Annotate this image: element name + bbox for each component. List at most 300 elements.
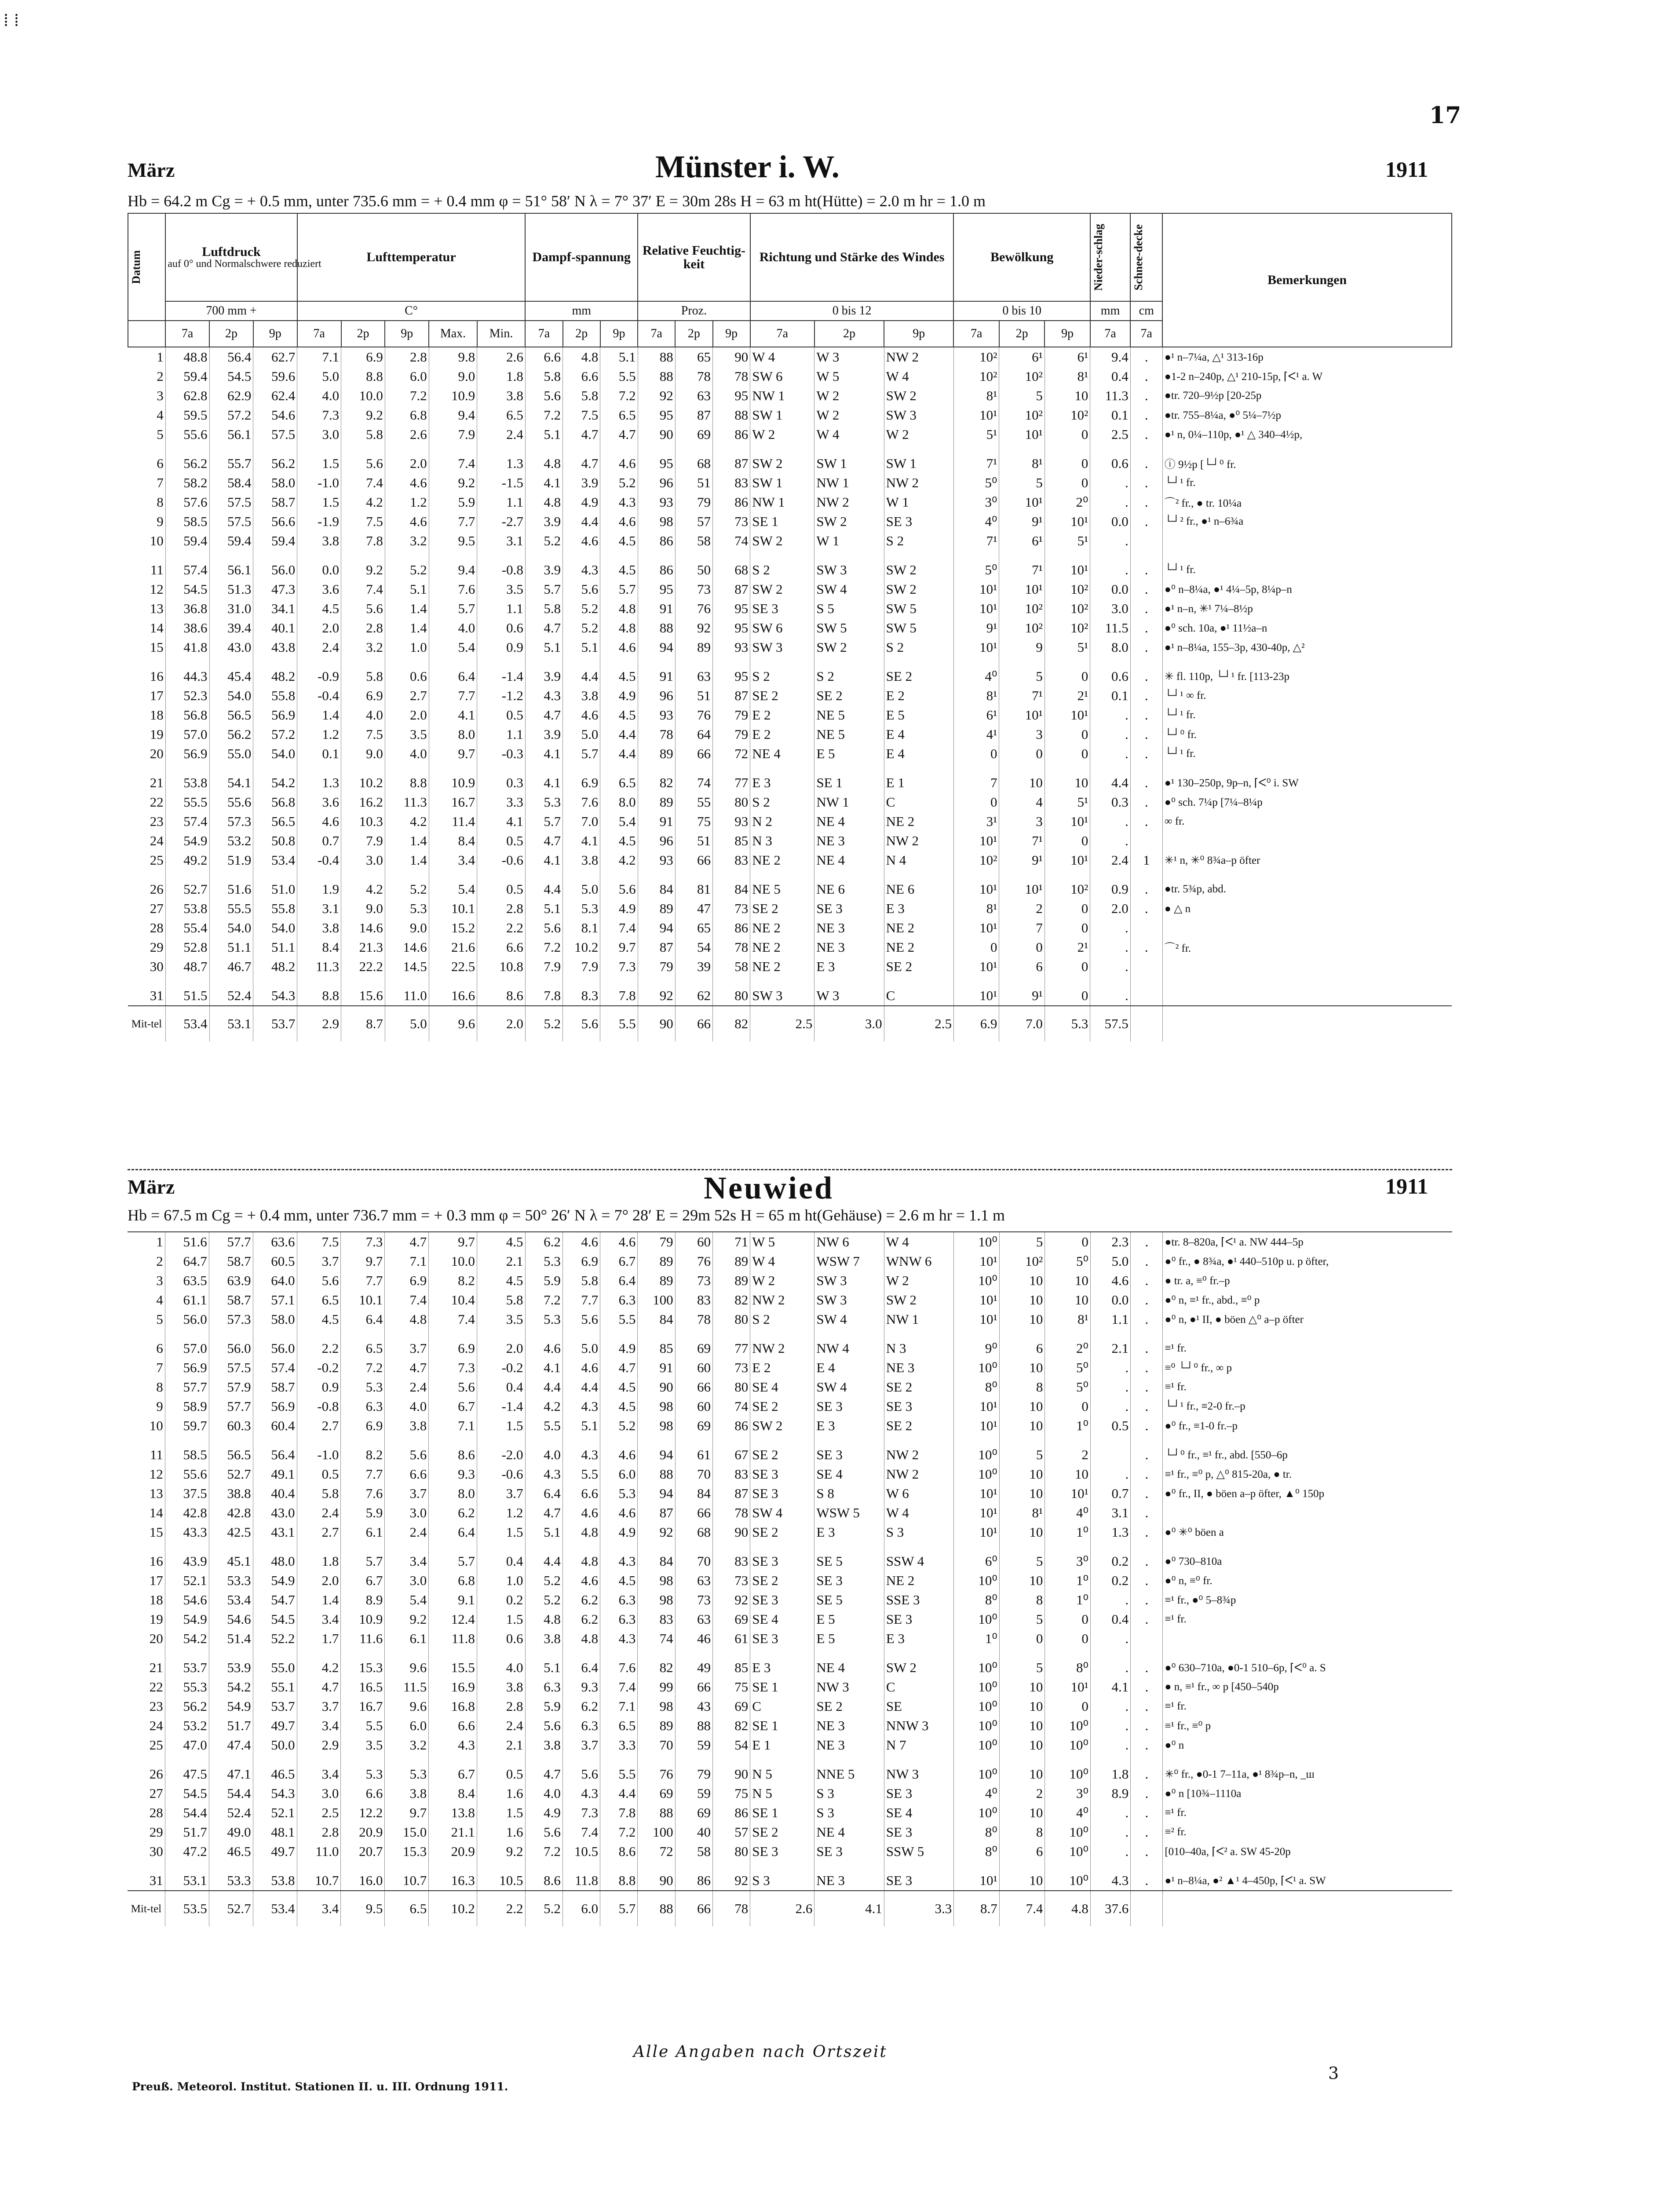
value-cell: 6.4 bbox=[562, 1648, 600, 1677]
value-cell: 4.5 bbox=[600, 1377, 638, 1397]
remark-cell: ●¹ n–8¼a, ●² ▲¹ 4–450p, ⌈ᐸ¹ a. SW bbox=[1165, 1875, 1326, 1887]
value-cell: 1.4 bbox=[297, 705, 341, 725]
value-cell: 5.3 bbox=[341, 1755, 385, 1784]
value-cell: 51.0 bbox=[253, 870, 297, 899]
value-cell: S 2 bbox=[884, 531, 953, 551]
value-cell: 58.0 bbox=[253, 1310, 297, 1329]
value-cell: 4.8 bbox=[562, 1629, 600, 1648]
table-row bbox=[128, 1252, 1452, 1271]
value-cell bbox=[1130, 957, 1162, 976]
value-cell: 5.3 bbox=[563, 899, 600, 918]
value-cell: 7.2 bbox=[600, 1823, 638, 1842]
value-cell: 82 bbox=[712, 1290, 750, 1310]
value-cell: 4.8 bbox=[525, 493, 562, 512]
value-cell: 88 bbox=[675, 1716, 712, 1735]
publisher-line: Preuß. Meteorol. Institut. Stationen II. u. III. Ordnung 1911. bbox=[132, 2080, 508, 2093]
value-cell: 3.0 bbox=[341, 851, 385, 870]
value-cell: 8.0 bbox=[1090, 638, 1130, 657]
value-cell: 8.9 bbox=[341, 1590, 385, 1610]
value-cell: . bbox=[1090, 1842, 1130, 1861]
value-cell: 53.7 bbox=[253, 1697, 297, 1716]
hour-7a: 7a bbox=[1130, 321, 1162, 347]
value-cell: 95 bbox=[638, 405, 675, 425]
value-cell: 10⁰ bbox=[954, 1755, 1000, 1784]
value-cell: 8⁰ bbox=[954, 1842, 1000, 1861]
value-cell: 90 bbox=[638, 425, 675, 444]
value-cell: 11.0 bbox=[297, 1842, 341, 1861]
value-cell: 0.9 bbox=[297, 1377, 341, 1397]
remark-cell: ●⁰ n–8¼a, ●¹ 4¼–5p, 8¼p–n bbox=[1164, 584, 1292, 595]
value-cell: . bbox=[1130, 705, 1162, 725]
value-cell: 39.4 bbox=[209, 618, 253, 638]
value-cell: 0 bbox=[1045, 1232, 1091, 1252]
value-cell: 59 bbox=[675, 1735, 712, 1755]
value-cell: NE 2 bbox=[750, 918, 814, 938]
value-cell: 6.2 bbox=[562, 1590, 600, 1610]
value-cell: S 3 bbox=[814, 1784, 884, 1803]
day-cell: 10 bbox=[128, 1416, 165, 1436]
value-cell: 10⁰ bbox=[954, 1232, 1000, 1252]
table-row bbox=[128, 1310, 1452, 1329]
value-cell: 5.8 bbox=[297, 1484, 341, 1503]
value-cell: 10 bbox=[999, 1358, 1045, 1377]
value-cell: 56.2 bbox=[165, 444, 209, 473]
value-cell: 84 bbox=[638, 1310, 675, 1329]
value-cell: 99 bbox=[638, 1677, 675, 1697]
value-cell: 86 bbox=[638, 551, 675, 580]
value-cell: 6¹ bbox=[1045, 347, 1090, 367]
value-cell: 73 bbox=[675, 1590, 712, 1610]
value-cell: 65 bbox=[675, 918, 712, 938]
value-cell: 10.0 bbox=[429, 1252, 477, 1271]
value-cell: E 4 bbox=[814, 1358, 884, 1377]
value-cell: . bbox=[1130, 899, 1162, 918]
value-cell: . bbox=[1131, 1571, 1163, 1590]
value-cell: 4.5 bbox=[600, 551, 638, 580]
value-cell: NE 3 bbox=[814, 938, 884, 957]
value-cell: 56.2 bbox=[165, 1697, 209, 1716]
value-cell: 88 bbox=[713, 405, 750, 425]
value-cell: 88 bbox=[638, 1803, 675, 1823]
remark-cell: └┘¹ fr. bbox=[1164, 748, 1196, 760]
value-cell: 5.6 bbox=[341, 444, 385, 473]
value-cell: 10² bbox=[1045, 599, 1090, 618]
page-number: 17 bbox=[1429, 102, 1461, 129]
day-cell: 5 bbox=[128, 425, 165, 444]
value-cell: 79 bbox=[638, 1232, 675, 1252]
value-cell: 6.4 bbox=[429, 1523, 477, 1542]
value-cell: 0 bbox=[999, 1629, 1045, 1648]
hour-2p: 2p bbox=[814, 321, 884, 347]
value-cell: 89 bbox=[638, 899, 675, 918]
value-cell: 0.2 bbox=[1090, 1542, 1130, 1571]
value-cell bbox=[1130, 976, 1162, 1006]
value-cell: 88 bbox=[638, 367, 675, 386]
value-cell: . bbox=[1090, 1358, 1130, 1377]
value-cell: 73 bbox=[713, 899, 750, 918]
value-cell: . bbox=[1131, 1861, 1163, 1891]
value-cell: 4.2 bbox=[341, 493, 385, 512]
value-cell: 88 bbox=[638, 618, 675, 638]
value-cell: 95 bbox=[713, 386, 750, 405]
value-cell: 5.0 bbox=[563, 725, 600, 744]
value-cell: 10¹ bbox=[1045, 851, 1090, 870]
station2-name: Neuwied bbox=[704, 1170, 834, 1205]
value-cell: 2.5 bbox=[297, 1803, 341, 1823]
day-cell: 25 bbox=[128, 1735, 165, 1755]
value-cell: 2.9 bbox=[297, 1735, 341, 1755]
value-cell: 4.6 bbox=[1090, 1271, 1130, 1290]
value-cell: 55.3 bbox=[165, 1677, 209, 1697]
day-cell: 11 bbox=[128, 1436, 165, 1465]
value-cell: 54.9 bbox=[165, 831, 209, 851]
value-cell: 10¹ bbox=[999, 705, 1045, 725]
value-cell: 3.8 bbox=[563, 851, 600, 870]
value-cell: 79 bbox=[713, 725, 750, 744]
value-cell: E 3 bbox=[884, 1629, 953, 1648]
value-cell: 5.3 bbox=[385, 1755, 429, 1784]
value-cell: . bbox=[1131, 1358, 1163, 1377]
day-cell: 2 bbox=[128, 1252, 165, 1271]
mean-row bbox=[128, 1891, 1452, 1926]
value-cell: 5.9 bbox=[341, 1503, 385, 1523]
value-cell: 7¹ bbox=[999, 551, 1045, 580]
value-cell: 2.4 bbox=[297, 638, 341, 657]
value-cell: 4.5 bbox=[600, 1397, 638, 1416]
value-cell: 6.2 bbox=[562, 1610, 600, 1629]
value-cell: 10 bbox=[1045, 1290, 1091, 1310]
value-cell: 5.2 bbox=[600, 1416, 638, 1436]
day-cell: 8 bbox=[128, 493, 165, 512]
value-cell: 8¹ bbox=[999, 1503, 1045, 1523]
value-cell: 1⁰ bbox=[1045, 1590, 1091, 1610]
value-cell: 0.1 bbox=[1090, 405, 1130, 425]
value-cell: 6.9 bbox=[563, 763, 600, 793]
value-cell: 16.9 bbox=[429, 1677, 477, 1697]
value-cell: 64 bbox=[675, 725, 712, 744]
value-cell: 56.9 bbox=[165, 1358, 209, 1377]
value-cell: 87 bbox=[713, 686, 750, 705]
value-cell: 86 bbox=[675, 1861, 712, 1891]
value-cell: 9.0 bbox=[385, 918, 429, 938]
value-cell: 10.9 bbox=[341, 1610, 385, 1629]
value-cell: 5 bbox=[999, 386, 1045, 405]
value-cell: N 5 bbox=[750, 1755, 814, 1784]
value-cell: 7.4 bbox=[341, 473, 385, 493]
value-cell: 54.6 bbox=[209, 1610, 253, 1629]
mean-value: 82 bbox=[713, 1006, 750, 1041]
value-cell: 0.9 bbox=[1090, 870, 1130, 899]
value-cell: 51.1 bbox=[209, 938, 253, 957]
value-cell: 1⁰ bbox=[1045, 1416, 1091, 1436]
remark-cell: ● tr. a, ≡⁰ fr.–p bbox=[1165, 1275, 1230, 1287]
hour-7a: 7a bbox=[953, 321, 999, 347]
value-cell: 61 bbox=[675, 1436, 712, 1465]
value-cell: 87 bbox=[675, 405, 712, 425]
value-cell: SE 2 bbox=[750, 899, 814, 918]
min-header: Min. bbox=[477, 321, 526, 347]
value-cell: N 3 bbox=[750, 831, 814, 851]
value-cell: 1.5 bbox=[477, 1803, 525, 1823]
value-cell: . bbox=[1090, 725, 1130, 744]
value-cell: SW 3 bbox=[814, 1290, 884, 1310]
scan-marks: ⁞ ⁞ bbox=[4, 10, 19, 30]
value-cell: 3.9 bbox=[525, 725, 562, 744]
value-cell: 4.4 bbox=[562, 1377, 600, 1397]
table-row bbox=[128, 1358, 1452, 1377]
value-cell: 10 bbox=[999, 1677, 1045, 1697]
value-cell: SE 1 bbox=[750, 1803, 814, 1823]
value-cell: N 5 bbox=[750, 1784, 814, 1803]
value-cell: 1.4 bbox=[297, 1590, 341, 1610]
value-cell: 1.7 bbox=[297, 1629, 341, 1648]
value-cell: 3.0 bbox=[297, 425, 341, 444]
value-cell: 10¹ bbox=[953, 831, 999, 851]
value-cell: SSW 5 bbox=[884, 1842, 953, 1861]
value-cell: 48.1 bbox=[253, 1823, 297, 1842]
value-cell: W 2 bbox=[750, 425, 814, 444]
value-cell: S 2 bbox=[750, 657, 814, 686]
value-cell: . bbox=[1130, 551, 1162, 580]
day-cell: 29 bbox=[128, 938, 165, 957]
value-cell: 43.3 bbox=[165, 1523, 209, 1542]
value-cell: 7.3 bbox=[562, 1803, 600, 1823]
value-cell: 63.6 bbox=[253, 1232, 297, 1252]
value-cell: 6.0 bbox=[385, 1716, 429, 1735]
mean-value: 53.5 bbox=[165, 1891, 209, 1926]
day-cell: 29 bbox=[128, 1823, 165, 1842]
value-cell: -1.0 bbox=[297, 1436, 341, 1465]
value-cell: 62.7 bbox=[253, 347, 297, 367]
value-cell: . bbox=[1130, 870, 1162, 899]
value-cell: 83 bbox=[713, 851, 750, 870]
value-cell: 4.5 bbox=[600, 1571, 638, 1590]
value-cell: 10¹ bbox=[954, 1484, 1000, 1503]
value-cell: 5.0 bbox=[562, 1329, 600, 1358]
value-cell: 54.0 bbox=[253, 918, 297, 938]
value-cell: 53.8 bbox=[165, 763, 209, 793]
remark-cell: ≡¹ fr., ≡⁰ p, △⁰ 815-20a, ● tr. bbox=[1165, 1468, 1292, 1480]
value-cell: 10¹ bbox=[953, 580, 999, 599]
remark-cell: ●⁰ n [10¾–1110a bbox=[1165, 1788, 1242, 1800]
value-cell: NW 2 bbox=[750, 1329, 814, 1358]
dampf-unit: mm bbox=[525, 301, 638, 321]
value-cell: 52.8 bbox=[165, 938, 209, 957]
value-cell: 11.8 bbox=[562, 1861, 600, 1891]
value-cell: . bbox=[1131, 1465, 1163, 1484]
value-cell: . bbox=[1130, 744, 1162, 763]
value-cell: 1.1 bbox=[1090, 1310, 1130, 1329]
value-cell: C bbox=[884, 1677, 953, 1697]
value-cell: 53.1 bbox=[165, 1861, 209, 1891]
value-cell: 4.8 bbox=[562, 1542, 600, 1571]
value-cell: 78 bbox=[713, 367, 750, 386]
remark-cell: ●¹ n, 0¼–110p, ●¹ △ 340–4½p, bbox=[1164, 429, 1303, 441]
value-cell: 6.9 bbox=[385, 1271, 429, 1290]
value-cell: 63.5 bbox=[165, 1271, 209, 1290]
value-cell: W 5 bbox=[750, 1232, 814, 1252]
value-cell: 89 bbox=[638, 1716, 675, 1735]
value-cell: NE 2 bbox=[750, 957, 814, 976]
value-cell: 98 bbox=[638, 1571, 675, 1590]
value-cell: 10⁰ bbox=[1045, 1823, 1091, 1842]
value-cell: SE 1 bbox=[750, 1716, 814, 1735]
table-row bbox=[128, 493, 1452, 512]
value-cell: 10.1 bbox=[341, 1290, 385, 1310]
value-cell: 0 bbox=[1045, 1610, 1091, 1629]
value-cell: 53.3 bbox=[209, 1861, 253, 1891]
value-cell: 10² bbox=[1045, 618, 1090, 638]
value-cell: E 5 bbox=[884, 705, 953, 725]
value-cell: 50.0 bbox=[253, 1735, 297, 1755]
value-cell: S 3 bbox=[814, 1803, 884, 1823]
value-cell: 51.5 bbox=[165, 976, 209, 1006]
value-cell: 9¹ bbox=[999, 976, 1045, 1006]
value-cell: 10 bbox=[999, 1803, 1045, 1823]
value-cell: 53.8 bbox=[165, 899, 209, 918]
value-cell: 10¹ bbox=[1045, 512, 1090, 531]
value-cell: 6.7 bbox=[600, 1252, 638, 1271]
value-cell: . bbox=[1130, 347, 1162, 367]
day-cell: 12 bbox=[128, 1465, 165, 1484]
value-cell: 9¹ bbox=[999, 851, 1045, 870]
value-cell: 11.5 bbox=[385, 1677, 429, 1697]
value-cell: SE 5 bbox=[814, 1542, 884, 1571]
value-cell: 61 bbox=[712, 1629, 750, 1648]
value-cell: S 2 bbox=[750, 1310, 814, 1329]
value-cell: 51.4 bbox=[209, 1629, 253, 1648]
value-cell: 16.8 bbox=[429, 1697, 477, 1716]
value-cell: 54.5 bbox=[209, 367, 253, 386]
value-cell: 3 bbox=[999, 812, 1045, 831]
value-cell: NE 4 bbox=[750, 744, 814, 763]
value-cell: 8.9 bbox=[1090, 1784, 1130, 1803]
remark-cell bbox=[1162, 831, 1452, 851]
table-row bbox=[128, 638, 1452, 657]
value-cell: 10² bbox=[999, 405, 1045, 425]
value-cell: SE 2 bbox=[814, 1697, 884, 1716]
value-cell: . bbox=[1130, 580, 1162, 599]
value-cell: 9.0 bbox=[341, 899, 385, 918]
value-cell: 54.2 bbox=[253, 763, 297, 793]
value-cell: 93 bbox=[713, 812, 750, 831]
value-cell: 69 bbox=[712, 1610, 750, 1629]
value-cell: 7.1 bbox=[297, 347, 341, 367]
value-cell: 10¹ bbox=[1045, 1484, 1091, 1503]
value-cell: SE 3 bbox=[750, 1484, 814, 1503]
value-cell: SE 3 bbox=[750, 1542, 814, 1571]
value-cell: . bbox=[1090, 531, 1130, 551]
bewoelkung-unit: 0 bis 10 bbox=[953, 301, 1090, 321]
value-cell: 1.9 bbox=[297, 870, 341, 899]
value-cell: 0.5 bbox=[297, 1465, 341, 1484]
value-cell: 7.4 bbox=[341, 580, 385, 599]
value-cell: 10⁰ bbox=[1045, 1861, 1091, 1891]
value-cell: 47.5 bbox=[165, 1755, 209, 1784]
value-cell: 55.6 bbox=[165, 425, 209, 444]
value-cell: 22.5 bbox=[429, 957, 477, 976]
value-cell: 5.7 bbox=[341, 1542, 385, 1571]
value-cell: 0 bbox=[1045, 1697, 1091, 1716]
value-cell: 55.6 bbox=[165, 1465, 209, 1484]
value-cell: 5⁰ bbox=[953, 473, 999, 493]
value-cell: 5.1 bbox=[385, 580, 429, 599]
table-row bbox=[128, 512, 1452, 531]
value-cell: 60 bbox=[675, 1358, 712, 1377]
value-cell: 50.8 bbox=[253, 831, 297, 851]
day-cell: 25 bbox=[128, 851, 165, 870]
temp-header: Lufttemperatur bbox=[297, 213, 526, 301]
value-cell: 21.3 bbox=[341, 938, 385, 957]
value-cell: 57.0 bbox=[165, 725, 209, 744]
table-row bbox=[128, 725, 1452, 744]
value-cell: 11.5 bbox=[1090, 618, 1130, 638]
value-cell: 8.2 bbox=[429, 1271, 477, 1290]
value-cell: 3.9 bbox=[525, 512, 562, 531]
value-cell: 7.3 bbox=[600, 957, 638, 976]
value-cell: 4.6 bbox=[562, 1232, 600, 1252]
value-cell: 54.5 bbox=[253, 1610, 297, 1629]
value-cell: 5.0 bbox=[297, 367, 341, 386]
value-cell: 8.0 bbox=[600, 793, 638, 812]
value-cell: 10¹ bbox=[954, 1290, 1000, 1310]
value-cell: 73 bbox=[713, 512, 750, 531]
value-cell: 43.0 bbox=[209, 638, 253, 657]
value-cell: 10¹ bbox=[1045, 551, 1090, 580]
value-cell: . bbox=[1131, 1823, 1163, 1842]
day-cell: 1 bbox=[128, 1232, 165, 1252]
value-cell: 3.8 bbox=[525, 1735, 562, 1755]
value-cell: 54.6 bbox=[165, 1590, 209, 1610]
value-cell: 5.6 bbox=[385, 1436, 429, 1465]
value-cell: . bbox=[1131, 1484, 1163, 1503]
value-cell: 0.4 bbox=[1090, 367, 1130, 386]
value-cell: 7.5 bbox=[563, 405, 600, 425]
value-cell: 15.2 bbox=[429, 918, 477, 938]
value-cell: SW 3 bbox=[814, 1271, 884, 1290]
value-cell: 53.4 bbox=[209, 1590, 253, 1610]
value-cell: 57.0 bbox=[165, 1329, 209, 1358]
value-cell: 6.6 bbox=[429, 1716, 477, 1735]
value-cell: 85 bbox=[713, 831, 750, 851]
value-cell: 53.8 bbox=[253, 1861, 297, 1891]
value-cell: 4.2 bbox=[385, 812, 429, 831]
value-cell: 3.7 bbox=[477, 1484, 525, 1503]
value-cell: 4.7 bbox=[525, 1503, 562, 1523]
value-cell: 9.1 bbox=[429, 1590, 477, 1610]
table-row bbox=[128, 686, 1452, 705]
value-cell: 47 bbox=[675, 899, 712, 918]
value-cell: . bbox=[1131, 1310, 1163, 1329]
day-cell: 9 bbox=[128, 1397, 165, 1416]
value-cell: 0.5 bbox=[1090, 1416, 1130, 1436]
value-cell: . bbox=[1090, 812, 1130, 831]
remark-cell: ≡¹ fr. bbox=[1165, 1613, 1187, 1625]
value-cell: SE 3 bbox=[750, 1629, 814, 1648]
value-cell: 90 bbox=[638, 1377, 675, 1397]
value-cell: 56.8 bbox=[165, 705, 209, 725]
remark-cell: ●⁰ fr., ● 8¾a, ●¹ 440–510p u. p öfter, bbox=[1165, 1256, 1329, 1268]
value-cell: 1.3 bbox=[297, 763, 341, 793]
value-cell: 60.4 bbox=[253, 1416, 297, 1436]
value-cell: 9.7 bbox=[429, 744, 477, 763]
remark-cell: ⌒² fr. bbox=[1164, 942, 1191, 954]
value-cell: W 4 bbox=[750, 347, 814, 367]
value-cell: NE 2 bbox=[884, 812, 953, 831]
value-cell: SE bbox=[884, 1697, 953, 1716]
hour-7a: 7a bbox=[165, 321, 209, 347]
table-row bbox=[128, 976, 1452, 1006]
